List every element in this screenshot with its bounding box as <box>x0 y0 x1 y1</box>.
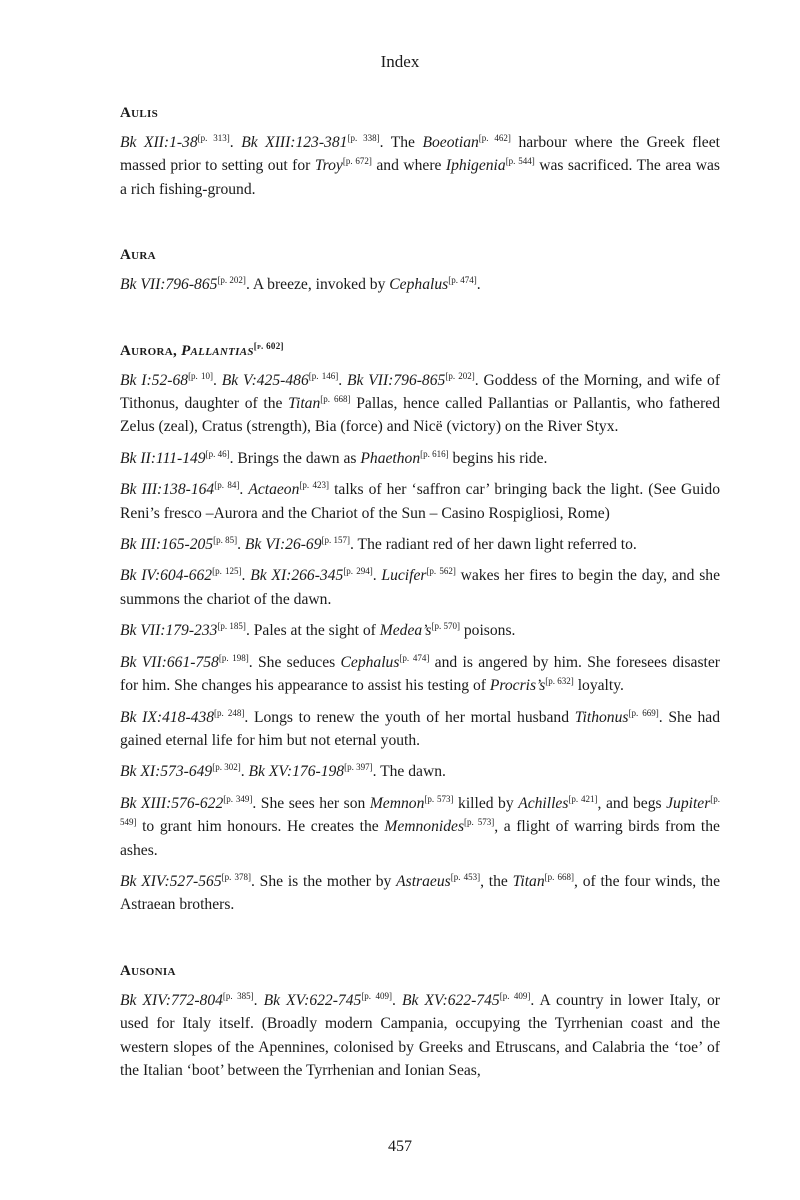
entry-text: . <box>241 567 251 585</box>
page-reference: [p. 302] <box>212 762 241 773</box>
entry-paragraph <box>120 792 720 862</box>
entry-text: , of the four winds, the Astraean brothers. <box>120 872 721 914</box>
cross-reference-link[interactable]: Bk XV:622-745 <box>263 991 362 1009</box>
page-reference: [p. 202] <box>217 275 246 286</box>
entry-text: begins his ride. <box>448 449 548 467</box>
page-reference: [p. 338] <box>347 132 380 143</box>
entry-text: . Longs to renew the youth of her mortal husband <box>244 708 575 726</box>
cross-reference-link[interactable]: Troy <box>314 157 343 175</box>
entry-text: . She seduces <box>248 653 341 671</box>
entry-paragraph <box>120 651 720 698</box>
entry-text: . <box>240 763 249 781</box>
page-reference: [p. 146] <box>308 370 339 381</box>
entry-text: . The dawn. <box>372 763 446 781</box>
cross-reference-link[interactable]: Achilles <box>518 794 569 812</box>
entry-heading-text: Ausonia <box>120 962 176 979</box>
cross-reference-link[interactable]: Bk III:138-164 <box>120 481 215 499</box>
page-reference: [p. 397] <box>344 762 373 773</box>
cross-reference-link[interactable]: Bk XI:573-649 <box>120 763 213 781</box>
cross-reference-link[interactable]: Boeotian <box>422 134 479 151</box>
page-reference: [p. 573] <box>424 793 454 804</box>
entry-text: was sacrificed. The area was a rich fishing-ground. <box>120 157 720 198</box>
cross-reference-link[interactable]: Bk XI:266-345 <box>250 567 344 585</box>
page-reference: [p. 602] <box>253 340 284 351</box>
page-reference: [p. 157] <box>321 534 351 545</box>
cross-reference-link[interactable]: Procris’s <box>489 677 546 695</box>
page-reference: [p. 349] <box>223 793 253 804</box>
entry-heading <box>120 961 720 981</box>
page-reference: [p. 409] <box>361 990 392 1001</box>
entry-heading <box>120 245 720 265</box>
entry-text: . The radiant red of her dawn light referred to. <box>350 536 637 554</box>
cross-reference-link[interactable]: Bk XV:176-198 <box>248 763 345 781</box>
entry-text: . <box>372 567 382 585</box>
entry-text: . <box>213 371 222 389</box>
entry-text: loyalty. <box>573 677 624 695</box>
cross-reference-link[interactable]: Bk I:52-68 <box>120 371 189 389</box>
entry-paragraph <box>120 619 720 642</box>
entry-paragraph <box>120 369 720 439</box>
cross-reference-link[interactable]: Bk II:111-149 <box>120 449 206 467</box>
cross-reference-link[interactable]: Titan <box>288 395 321 413</box>
cross-reference-link[interactable]: Iphigenia <box>445 157 506 175</box>
cross-reference-link[interactable]: Cephalus <box>389 276 449 294</box>
cross-reference-link[interactable]: Bk XIII:123-381 <box>241 134 348 151</box>
cross-reference-link[interactable]: Jupiter <box>666 794 711 812</box>
page-reference: [p. 562] <box>426 566 456 577</box>
entry-heading-text: Aulis <box>120 105 159 121</box>
page-reference: [p. 202] <box>445 370 475 381</box>
cross-reference-link[interactable]: Bk VII:661-758 <box>120 653 219 671</box>
page-reference: [p. 669] <box>628 707 659 718</box>
entry-text: . Brings the dawn as <box>229 449 361 467</box>
page-reference: [p. 294] <box>343 566 373 577</box>
entry-heading <box>120 103 720 123</box>
page-reference: [p. 549] <box>120 793 721 827</box>
entry-text: Pallas, hence called Pallantias or Pallantis, who fathered Zelus (zeal), Cratus (strength), Bia (force) and Nicë (victory) on the River Styx. <box>120 395 720 436</box>
page-reference: [p. 668] <box>544 871 575 882</box>
entry-text: poisons. <box>459 622 516 640</box>
cross-reference-link[interactable]: Actaeon <box>248 481 300 499</box>
page-reference: [p. 313] <box>197 132 230 143</box>
cross-reference-link[interactable]: Medea’s <box>379 622 432 640</box>
page-reference: [p. 573] <box>464 816 495 827</box>
cross-reference-link[interactable]: Bk XV:622-745 <box>401 991 500 1009</box>
page-reference: [p. 125] <box>212 566 242 577</box>
entry-paragraph <box>120 989 720 1083</box>
entry-heading <box>120 341 720 361</box>
cross-reference-link[interactable]: Titan <box>512 872 545 890</box>
entry-paragraph <box>120 447 720 470</box>
entry-text: . A breeze, invoked by <box>245 276 390 294</box>
page-reference: [p. 474] <box>448 275 477 286</box>
cross-reference-link[interactable]: Bk III:165-205 <box>120 536 214 554</box>
page-reference: [p. 409] <box>499 990 531 1001</box>
page-reference: [p. 84] <box>214 480 240 491</box>
cross-reference-link[interactable]: Bk VII:796-865 <box>120 276 218 294</box>
entry-text: . She is the mother by <box>251 872 397 890</box>
index-entry <box>120 245 720 296</box>
entry-paragraph <box>120 870 720 917</box>
entry-heading-text: Aurora, <box>120 342 182 359</box>
entry-paragraph <box>120 273 720 296</box>
entry-paragraph <box>120 478 720 525</box>
page-reference: [p. 46] <box>205 448 230 459</box>
page-reference: [p. 423] <box>299 480 330 491</box>
entry-text: and is angered by him. She foresees disaster for him. She changes his appearance to assist his testing of <box>120 653 720 695</box>
entry-paragraph <box>120 760 720 783</box>
index-entry <box>120 103 720 201</box>
entry-text: , and begs <box>597 794 667 812</box>
cross-reference-link[interactable]: Astraeus <box>396 872 451 890</box>
index-entry <box>120 961 720 1083</box>
cross-reference-link[interactable]: Bk IV:604-662 <box>120 567 213 585</box>
entry-text: . Pales at the sight of <box>245 622 380 640</box>
page-reference: [p. 85] <box>213 534 238 545</box>
entry-text: . She had gained eternal life for him but not eternal youth. <box>120 708 720 749</box>
cross-reference-link[interactable]: Bk VI:26-69 <box>244 536 322 554</box>
page-reference: [p. 474] <box>399 652 430 663</box>
entry-text: . <box>391 991 402 1009</box>
entry-text: killed by <box>453 794 519 812</box>
page-reference: [p. 668] <box>320 393 351 404</box>
index-content <box>120 103 720 1126</box>
index-entry <box>120 341 720 917</box>
cross-reference-link[interactable]: Bk XII:1-38 <box>120 134 198 151</box>
page-reference: [p. 10] <box>188 370 214 381</box>
entry-text: harbour where the Greek fleet massed prior to setting out for <box>120 134 720 175</box>
cross-reference-link[interactable]: Bk XIV:527-565 <box>120 872 222 890</box>
entry-text: and where <box>371 157 446 175</box>
cross-reference-link[interactable]: Phaethon <box>360 449 421 467</box>
entry-text: . <box>476 276 481 294</box>
entry-paragraph <box>120 533 720 556</box>
page-reference: [p. 185] <box>217 621 246 632</box>
entry-text: . She sees her son <box>252 794 370 812</box>
entry-paragraph <box>120 564 720 611</box>
page-reference: [p. 632] <box>545 675 574 686</box>
entry-text: , a flight of warring birds from the ashes. <box>120 818 720 859</box>
entry-heading-text: Aura <box>120 247 156 264</box>
cross-reference-link[interactable]: Cephalus <box>340 653 400 671</box>
entry-text: . <box>237 536 245 554</box>
entry-text: . <box>229 134 242 151</box>
entry-text: . <box>253 991 264 1009</box>
page-reference: [p. 453] <box>450 871 481 882</box>
running-header: Index <box>380 52 420 71</box>
entry-text: talks of her ‘saffron car’ bringing back the light. (See Guido Reni’s fresco –Aurora and the Chariot of the Sun – Casino Rospigliosi, Rome) <box>120 481 721 522</box>
page-reference: [p. 462] <box>478 132 511 143</box>
entry-text: . A country in lower Italy, or used for Italy itself. (Broadly modern Campania, occupying the Tyrrhenian coast and the western slopes of the Apennines, colonised by Greeks and Etruscans, and Calabria the ‘toe’ of the Italian ‘boot’ between the Tyrrhenian and Ionian Seas, <box>120 991 720 1079</box>
cross-reference-link[interactable]: Bk V:425-486 <box>221 371 309 389</box>
page-reference: [p. 672] <box>342 156 372 167</box>
entry-text: . <box>338 371 347 389</box>
page-reference: [p. 570] <box>431 621 460 632</box>
page-reference: [p. 198] <box>218 652 249 663</box>
cross-reference-link[interactable]: Bk IX:418-438 <box>120 708 215 726</box>
entry-alias-link[interactable]: Pallantias <box>181 342 254 359</box>
cross-reference-link[interactable]: Bk VII:796-865 <box>346 371 446 389</box>
page-reference: [p. 544] <box>505 156 535 167</box>
cross-reference-link[interactable]: Bk XIV:772-804 <box>120 991 223 1009</box>
entry-text: wakes her fires to begin the day, and she summons the chariot of the dawn. <box>120 567 721 608</box>
page-reference: [p. 385] <box>222 990 254 1001</box>
cross-reference-link[interactable]: Bk VII:179-233 <box>120 622 218 640</box>
cross-reference-link[interactable]: Lucifer <box>381 567 427 585</box>
entry-text: . The <box>379 134 423 151</box>
page-reference: [p. 421] <box>568 793 598 804</box>
entry-text: , the <box>480 872 513 890</box>
cross-reference-link[interactable]: Memnon <box>369 794 425 812</box>
cross-reference-link[interactable]: Tithonus <box>574 708 629 726</box>
page-reference: [p. 248] <box>214 707 245 718</box>
entry-paragraph <box>120 131 720 201</box>
cross-reference-link[interactable]: Memnonides <box>384 818 465 836</box>
page-reference: [p. 378] <box>221 871 251 882</box>
entry-text: to grant him honours. He creates the <box>136 818 385 836</box>
entry-paragraph <box>120 706 720 753</box>
page-reference: [p. 616] <box>420 448 449 459</box>
page-number: 457 <box>388 1138 412 1155</box>
entry-text: . Goddess of the Morning, and wife of Tithonus, daughter of the <box>120 371 721 413</box>
cross-reference-link[interactable]: Bk XIII:576-622 <box>120 794 224 812</box>
entry-text: . <box>239 481 249 499</box>
